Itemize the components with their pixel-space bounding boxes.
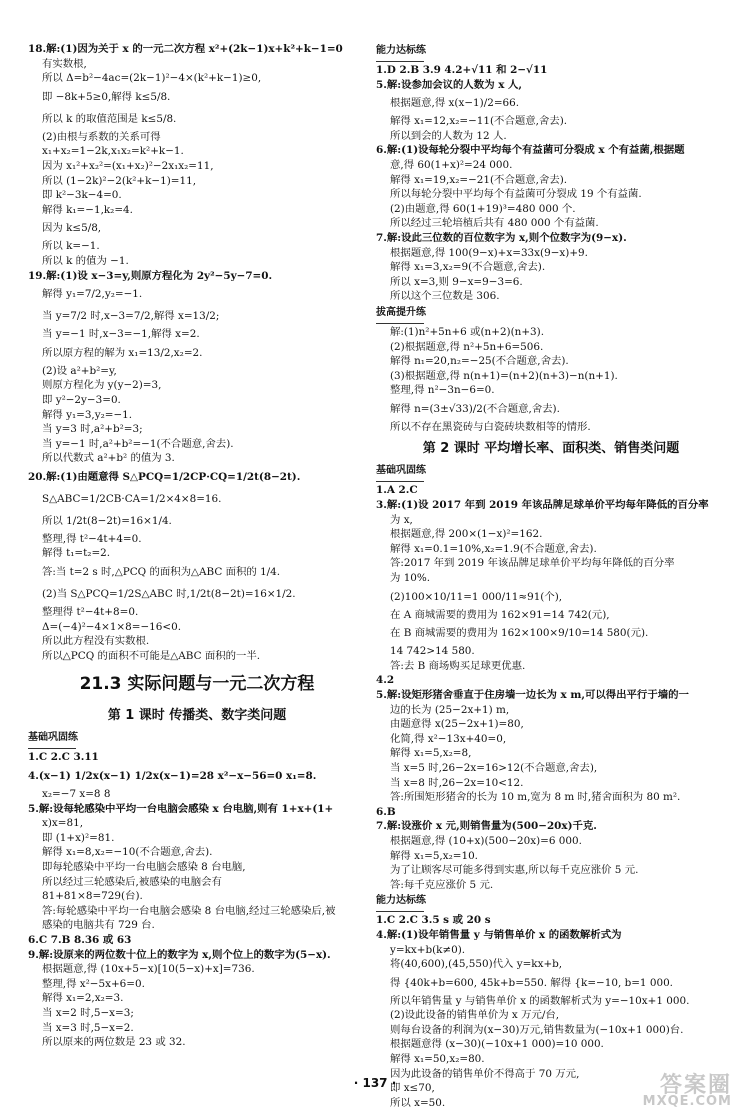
answer-line: 则原方程化为 y(y−2)=3, [42,379,162,392]
answer-line: 所以每轮分裂中平均每个有益菌可分裂成 19 个有益菌. [390,188,642,201]
answer-line: 意,得 60(1+x)²=24 000. [390,158,513,171]
answer-line: 解得 x₁=50,x₂=80. [390,1053,485,1066]
answer-line: 解得 x₁=19,x₂=−21(不合题意,舍去). [390,173,568,186]
answer-line: x)x=81, [42,817,84,830]
answer-line: 解得 n=(3±√33)/2(不合题意,舍去). [390,402,560,415]
answer-line: 答:去 B 商场购买足球更优惠. [390,659,526,672]
answer-line: 整理,得 t²−4t+4=0. [42,532,142,545]
answer-line: 7.解:设涨价 x 元,则销售量为(500−20x)千克. [376,820,597,833]
answer-line: 所以 Δ=b²−4ac=(2k−1)²−4×(k²+k−1)≥0, [42,72,262,85]
answer-line: 解得 y₁=7/2,y₂=−1. [42,288,143,301]
answer-line: 4.2 [376,674,395,687]
answer-line: 在 A 商城需要的费用为 162×91=14 742(元), [390,608,610,621]
answer-line: 5.解:设每轮感染中平均一台电脑会感染 x 台电脑,则有 1+x+(1+ [28,802,334,815]
answer-line: 因为此设备的销售单价不得高于 70 万元, [390,1067,580,1080]
answer-line: 解得 k₁=−1,k₂=4. [42,203,133,216]
answer-line: 81+81×8=729(台). [42,890,143,903]
answer-line: 为 10%. [390,572,431,585]
answer-line: (2)设 a²+b²=y, [42,364,117,377]
answer-line: 所以原来的两位数是 23 或 32. [42,1036,186,1049]
answer-line: 6.B [376,805,396,818]
answer-line: 整理,得 x²−5x+6=0. [42,977,145,990]
answer-line: (2)由题意,得 60(1+19)³=480 000 个. [390,202,576,215]
answer-line: 所以 1/2t(8−2t)=16×1/4. [42,514,172,527]
section-label: 能力达标练 [376,895,426,907]
watermark-logo [612,1068,732,1114]
answer-line: 3.解:(1)设 2017 年到 2019 年该品牌足球单价平均每年降低的百分率 [376,499,709,512]
answer-line: 4.解:(1)设年销售量 y 与销售单价 x 的函数解析式为 [376,928,622,941]
lesson-title: 第 1 课时 传播类、数字类问题 [107,708,287,724]
answer-line: 解得 x₁=3,x₂=9(不合题意,舍去). [390,261,546,274]
lesson-title: 第 2 课时 平均增长率、面积类、销售类问题 [422,441,680,457]
answer-line: 根据题意得 (x−30)(−10x+1 000)=10 000. [390,1038,604,1051]
answer-line: 所以年销售量 y 与销售单价 x 的函数解析式为 y=−10x+1 000. [390,994,690,1007]
answer-line: 化简,得 x²−13x+40=0, [390,732,507,745]
section-label: 基础巩固练 [376,465,426,477]
answer-line: 解:(1)n²+5n+6 或(n+2)(n+3). [390,325,545,338]
answer-line: 所以代数式 a²+b² 的值为 3. [42,452,175,465]
section-label: 能力达标练 [376,45,426,56]
answer-line: 14 742>14 580. [390,645,475,658]
section-underline [28,748,76,749]
answer-line: 当 x=3 时,5−x=2. [42,1021,134,1034]
answer-line: (2)由根与系数的关系可得 [42,130,161,143]
answer-line: 解得 x₁=5,x₂=8, [390,747,472,760]
answer-line: Δ=(−4)²−4×1×8=−16<0. [42,620,182,633]
answer-line: 7.解:设此三位数的百位数字为 x,则个位数字为(9−x). [376,231,627,244]
answer-line: 当 y=3 时,a²+b²=3; [42,423,143,436]
answer-line: 解得 x₁=5,x₂=10. [390,849,478,862]
answer-line: 整理,得 n²−3n−6=0. [390,384,495,397]
answer-line: 解得 x₁=8,x₂=−10(不合题意,舍去). [42,846,213,859]
answer-line: (3)根据题意,得 n(n+1)=(n+2)(n+3)−n(n+1). [390,369,618,382]
answer-line: 因为 x₁²+x₂²=(x₁+x₂)²−2x₁x₂=11, [42,159,214,172]
section-label: 拔高提升练 [376,306,426,318]
answer-line: 所以 x=3,则 9−x=9−3=6. [390,275,523,288]
answer-line: S△ABC=1/2CB·CA=1/2×4×8=16. [42,492,222,505]
answer-line: 为 x, [390,513,413,526]
answer-line: 边的长为 (25−2x+1) m, [390,703,510,716]
answer-line: 6.C 7.B 8.36 或 63 [28,933,132,946]
answer-line: (2)当 S△PCQ=1/2S△ABC 时,1/2t(8−2t)=16×1/2. [42,588,296,601]
answer-line: 解得 n₁=20,n₂=−25(不合题意,舍去). [390,355,569,368]
answer-line: 6.解:(1)设每轮分裂中平均每个有益菌可分裂成 x 个有益菌,根据题 [376,144,685,157]
answer-line: x₂=−7 x=8 8 [42,788,111,801]
answer-line: 所以不存在黑瓷砖与白瓷砖块数相等的情形. [390,420,591,433]
answer-line: 当 y=−1 时,x−3=−1,解得 x=2. [42,328,200,341]
answer-line: 所以这个三位数是 306. [390,290,500,303]
answer-line: 4.(x−1) 1/2x(x−1) 1/2x(x−1)=28 x²−x−56=0 x₁=8. [28,770,317,783]
answer-line: 根据题意,得 100(9−x)+x=33x(9−x)+9. [390,246,588,259]
answer-line: y=kx+b(k≠0). [390,943,466,956]
section-label: 基础巩固练 [28,732,78,744]
answer-line: 答:2017 年到 2019 年该品牌足球单价平均每年降低的百分率 [390,557,675,570]
answer-line: 为了让顾客尽可能多得到实惠,所以每千克应涨价 5 元. [390,864,639,877]
answer-line: (2)100×10/11=1 000/11≈91(个), [390,590,563,603]
answer-line: 答:每千克应涨价 5 元. [390,878,494,891]
answer-line: 当 y=7/2 时,x−3=7/2,解得 x=13/2; [42,310,220,323]
answer-line: 在 B 商城需要的费用为 162×100×9/10=14 580(元). [390,627,649,640]
section-underline [376,911,424,912]
answer-line: 感染的电脑共有 729 台. [42,919,155,932]
answer-line: 根据题意,得 200×(1−x)²=162. [390,528,543,541]
answer-line: 即 (1+x)²=81. [42,831,115,844]
answer-line: 即 y²−2y−3=0. [42,393,121,406]
answer-line: 所以△PCQ 的面积不可能是△ABC 面积的一半. [42,649,261,662]
answer-line: 根据题意,得 x(x−1)/2=66. [390,97,520,110]
answer-line: 即 k²−3k−4=0. [42,189,122,202]
answer-line: 18.解:(1)因为关于 x 的一元二次方程 x²+(2k−1)x+k²+k−1=0 [28,43,343,55]
answer-line: 所以 k 的取值范围是 k≤5/8. [42,112,177,125]
answer-line: 答:当 t=2 s 时,△PCQ 的面积为△ABC 面积的 1/4. [42,566,281,579]
answer-line: 答:每轮感染中平均一台电脑会感染 8 台电脑,经过三轮感染后,被 [42,904,336,917]
answer-line: 当 x=2 时,5−x=3; [42,1006,134,1019]
answer-line: 即 x≤70, [390,1082,435,1095]
answer-line: 所以经过三轮培植后共有 480 000 个有益菌. [390,217,599,230]
watermark-cn-text: 答案圈 [659,1073,732,1098]
left-column [28,42,366,1050]
answer-line: 解得 x₁=12,x₂=−11(不合题意,舍去). [390,115,568,128]
answer-line: 解得 x₁=0.1=10%,x₂=1.9(不合题意,舍去). [390,542,597,555]
answer-line: 所以到会的人数为 12 人. [390,129,507,142]
answer-line: 当 x=5 时,26−2x=16>12(不合题意,舍去), [390,761,598,774]
answer-line: 即每轮感染中平均一台电脑会感染 8 台电脑, [42,861,246,873]
answer-line: 解得 x₁=2,x₂=3. [42,992,124,1005]
answer-line: 由题意得 x(25−2x+1)=80, [390,718,524,731]
answer-line: 所以 (1−2k)²−2(k²+k−1)=11, [42,174,197,187]
answer-line: 所以经过三轮感染后,被感染的电脑会有 [42,875,222,888]
answer-line: 所以 x=50. [390,1096,446,1109]
page-number: · 137 · [353,1076,397,1090]
answer-line: 解得 t₁=t₂=2. [42,547,111,560]
section-title: 21.3 实际问题与一元二次方程 [79,674,315,695]
answer-line: 有实数根, [42,57,87,70]
answer-line: 答:所围矩形猪舍的长为 10 m,宽为 8 m 时,猪舍面积为 80 m². [390,791,681,804]
answer-line: (2)设此设备的销售单价为 x 万元/台, [390,1009,560,1022]
answer-line: 当 x=8 时,26−2x=10<12. [390,776,524,789]
answer-line: x₁+x₂=1−2k,x₁x₂=k²+k−1. [42,145,184,158]
right-column [376,42,726,1110]
answer-line: 1.C 2.C 3.5 s 或 20 s [376,914,491,927]
answer-line: 因为 k≤5/8, [42,222,102,235]
answer-line: 根据题意,得 (10x+5−x)[10(5−x)+x]=736. [42,963,255,976]
answer-line: 所以此方程没有实数根. [42,635,150,648]
answer-line: 当 y=−1 时,a²+b²=−1(不合题意,舍去). [42,437,234,450]
answer-line: 根据题意,得 (10+x)(500−20x)=6 000. [390,834,582,847]
answer-line: 5.解:设矩形猪舍垂直于住房墙一边长为 x m,可以得出平行于墙的一 [376,689,689,701]
answer-line: 9.解:设原来的两位数十位上的数字为 x,则个位上的数字为(5−x). [28,948,331,961]
answer-line: 将(40,600),(45,550)代入 y=kx+b, [390,958,563,971]
answer-line: (2)根据题意,得 n²+5n+6=506. [390,340,544,353]
answer-line: 所以原方程的解为 x₁=13/2,x₂=2. [42,346,203,359]
section-underline [376,61,424,62]
answer-line: 整理得 t²−4t+8=0. [42,606,139,619]
answer-line: 即 −8k+5≥0,解得 k≤5/8. [42,90,171,103]
watermark-en-text: MXQE.COM [642,1094,732,1109]
answer-line: 1.A 2.C [376,484,418,497]
answer-line: 1.C 2.C 3.11 [28,751,99,764]
answer-line: 解得 y₁=3,y₂=−1. [42,408,133,421]
answer-line: 所以 k=−1. [42,240,100,253]
answer-line: 1.D 2.B 3.9 4.2+√11 和 2−√11 [376,64,548,76]
answer-line: 5.解:设参加会议的人数为 x 人, [376,78,523,91]
section-underline [376,481,424,482]
answer-line: 得 {40k+b=600, 45k+b=550. 解得 {k=−10, b=1 000. [390,976,673,989]
answer-line: 则每台设备的利润为(x−30)万元,销售数量为(−10x+1 000)台. [390,1023,684,1036]
answer-line: 20.解:(1)由题意得 S△PCQ=1/2CP·CQ=1/2t(8−2t). [28,470,301,483]
section-underline [376,323,424,324]
answer-line: 所以 k 的值为 −1. [42,254,129,267]
answer-line: 19.解:(1)设 x−3=y,则原方程化为 2y²−5y−7=0. [28,269,273,282]
